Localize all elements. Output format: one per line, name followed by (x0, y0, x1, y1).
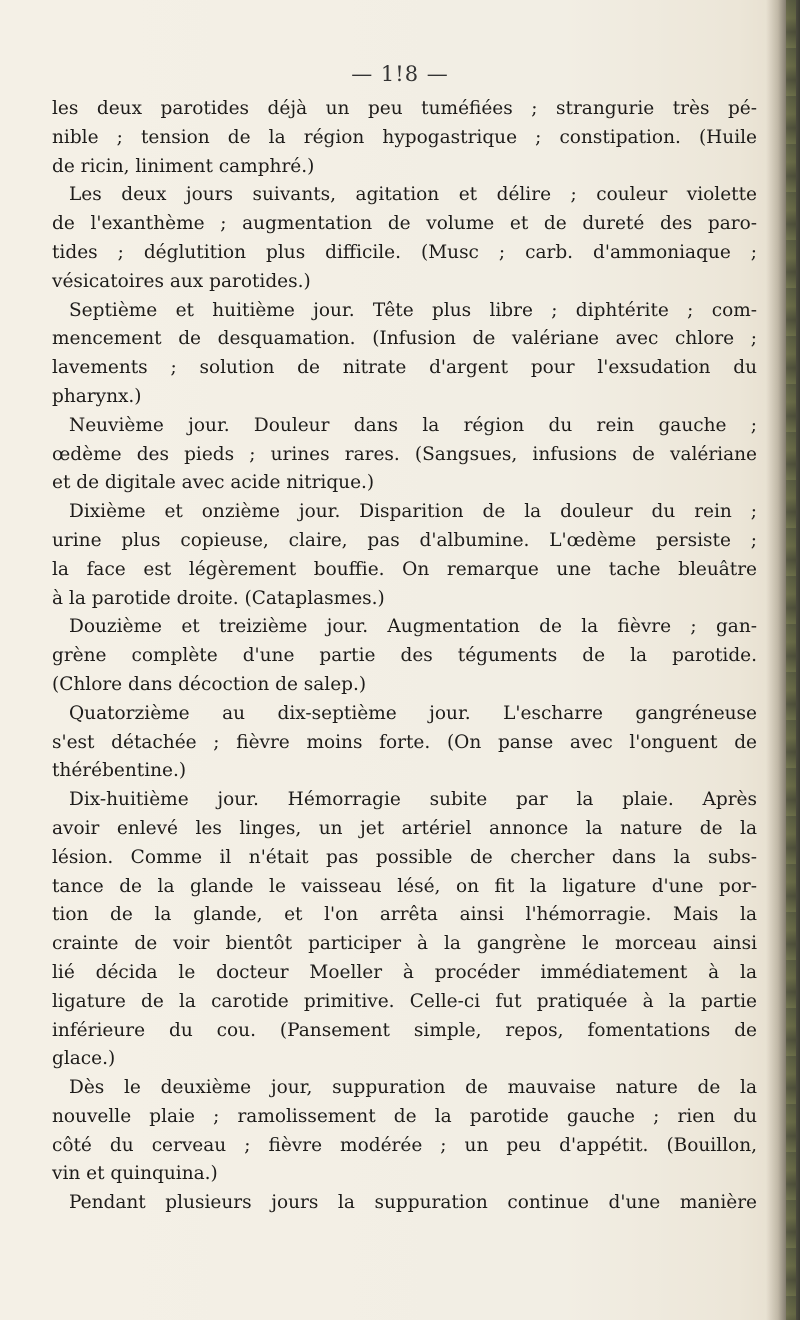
text-line: la face est légèrement bouffie. On remarque une tache bleuâtre (52, 558, 757, 580)
text-line: thérébentine.) (52, 760, 187, 782)
text-line: Dès le deuxième jour, suppuration de mauvaise nature de la (69, 1077, 757, 1099)
text-line: à la parotide droite. (Cataplasmes.) (52, 587, 385, 609)
text-line: Dix-huitième jour. Hémorragie subite par la plaie. Après (69, 789, 757, 811)
text-line: tance de la glande le vaisseau lésé, on fit la ligature d'une por- (52, 875, 757, 897)
text-line: inférieure du cou. (Pansement simple, repos, fomentations de (52, 1019, 757, 1041)
text-line: lavements ; solution de nitrate d'argent pour l'exsudation du (52, 357, 757, 379)
text-line: mencement de desquamation. (Infusion de valériane avec chlore ; (52, 328, 757, 350)
page-binding-edge (766, 0, 800, 1320)
text-line: côté du cerveau ; fièvre modérée ; un peu d'appétit. (Bouillon, (52, 1134, 757, 1156)
text-line: Neuvième jour. Douleur dans la région du rein gauche ; (69, 414, 757, 436)
text-line: tides ; déglutition plus difficile. (Musc ; carb. d'ammoniaque ; (52, 241, 757, 263)
text-line: vésicatoires aux parotides.) (52, 270, 311, 292)
text-line: Quatorzième au dix-septième jour. L'escharre gangréneuse (69, 702, 757, 724)
text-line: de ricin, liniment camphré.) (52, 155, 315, 177)
text-line: Septième et huitième jour. Tête plus libre ; diphtérite ; com- (69, 299, 757, 321)
text-line: les deux parotides déjà un peu tuméfiées ; strangurie très pé- (52, 98, 757, 119)
text-line: Les deux jours suivants, agitation et délire ; couleur violette (69, 184, 757, 206)
text-line: vin et quinquina.) (52, 1163, 218, 1185)
text-line: glace.) (52, 1048, 116, 1070)
text-line: Pendant plusieurs jours la suppuration continue d'une manière (69, 1192, 757, 1214)
text-line: urine plus copieuse, claire, pas d'albumine. L'œdème persiste ; (52, 529, 757, 551)
text-line: Douzième et treizième jour. Augmentation de la fièvre ; gan- (69, 616, 757, 638)
text-line: avoir enlevé les linges, un jet artériel annonce la nature de la (52, 817, 757, 839)
text-line: ligature de la carotide primitive. Celle-ci fut pratiquée à la partie (52, 990, 757, 1012)
text-line: et de digitale avec acide nitrique.) (52, 472, 375, 494)
text-body (52, 95, 757, 1218)
text-line: s'est détachée ; fièvre moins forte. (On panse avec l'onguent de (52, 731, 757, 753)
text-line: œdème des pieds ; urines rares. (Sangsues, infusions de valériane (52, 443, 757, 465)
text-line: pharynx.) (52, 385, 142, 407)
text-line: Dixième et onzième jour. Disparition de la douleur du rein ; (69, 501, 757, 523)
text-line: nible ; tension de la région hypogastrique ; constipation. (Huile (52, 126, 757, 148)
text-line: tion de la glande, et l'on arrêta ainsi l'hémorragie. Mais la (52, 904, 757, 926)
text-line: grène complète d'une partie des téguments de la parotide. (52, 645, 757, 667)
text-line: de l'exanthème ; augmentation de volume et de dureté des paro- (52, 213, 757, 235)
text-line: lésion. Comme il n'était pas possible de chercher dans la subs- (52, 846, 757, 868)
text-line: crainte de voir bientôt participer à la gangrène le morceau ainsi (52, 933, 757, 955)
text-line: (Chlore dans décoction de salep.) (52, 673, 367, 695)
text-line: nouvelle plaie ; ramolissement de la parotide gauche ; rien du (52, 1105, 757, 1127)
text-line: lié décida le docteur Moeller à procéder immédiatement à la (52, 961, 757, 983)
page-number: — 1!8 — (351, 62, 449, 86)
